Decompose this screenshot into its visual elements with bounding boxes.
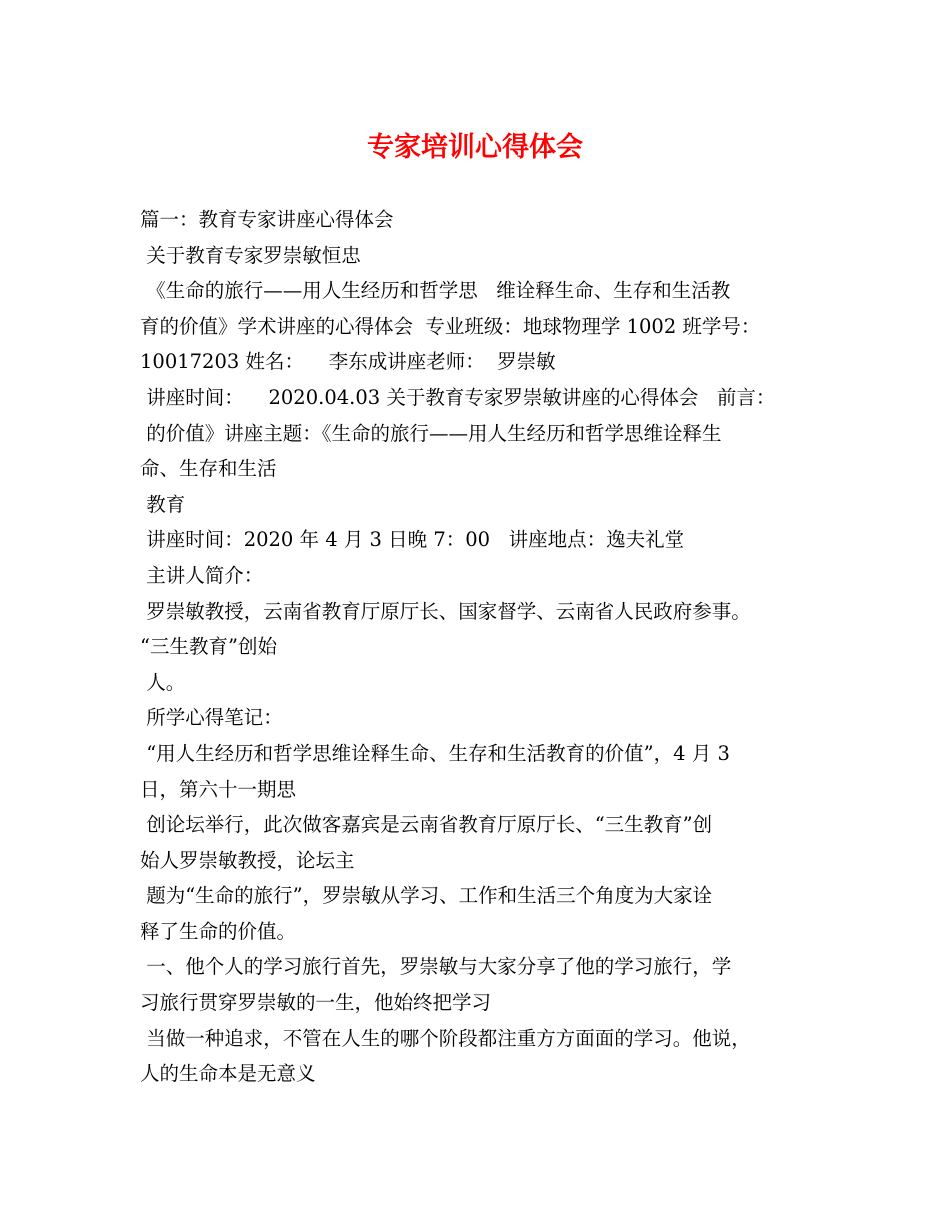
document-body (140, 202, 840, 1092)
text-line: 讲座时间： 2020.04.03 关于教育专家罗崇敏讲座的心得体会 前言： (140, 385, 776, 409)
text-line: 《生命的旅行——用人生经历和哲学思 维诠释生命、生存和生活教 (140, 279, 731, 303)
text-line: 创论坛举行，此次做客嘉宾是云南省教育厅原厅长、“三生教育”创 (140, 813, 713, 837)
text-line: 育的价值》学术讲座的心得体会 专业班级：地球物理学 1002 班学号： (140, 314, 761, 338)
text-line: 关于教育专家罗崇敏恒忠 (140, 243, 361, 267)
text-line: 讲座时间：2020 年 4 月 3 日晚 7：00 讲座地点：逸夫礼堂 (140, 528, 685, 552)
text-line: 罗崇敏教授，云南省教育厅原厅长、国家督学、云南省人民政府参事。 (140, 599, 751, 623)
text-line: 篇一：教育专家讲座心得体会 (140, 208, 394, 231)
text-line: 命、生存和生活 (140, 457, 277, 481)
text-line: 教育 (140, 492, 186, 516)
text-line: 所学心得笔记： (140, 706, 283, 730)
text-line: 人。 (140, 670, 186, 694)
text-line: 日，第六十一期思 (140, 777, 297, 801)
text-line: “用人生经历和哲学思维诠释生命、生存和生活教育的价值”，4 月 3 (140, 741, 730, 765)
text-line: 始人罗崇敏教授，论坛主 (140, 848, 355, 872)
text-line: 题为“生命的旅行”，罗崇敏从学习、工作和生活三个角度为大家诠 (140, 884, 713, 908)
text-line: 当做一种追求，不管在人生的哪个阶段都注重方方面面的学习。他说， (140, 1026, 751, 1050)
text-line: 人的生命本是无意义 (140, 1062, 316, 1086)
text-line: “三生教育”创始 (140, 635, 277, 659)
text-line: 一、他个人的学习旅行首先，罗崇敏与大家分享了他的学习旅行，学 (140, 955, 732, 979)
text-line: 习旅行贯穿罗崇敏的一生，他始终把学习 (140, 991, 492, 1015)
text-line: 释了生命的价值。 (140, 919, 297, 943)
text-line: 主讲人简介： (140, 563, 264, 587)
text-line: 10017203 姓名： 李东成讲座老师： 罗崇敏 (140, 350, 556, 374)
text-line: 的价值》讲座主题：《生命的旅行——用人生经历和哲学思维诠释生 (140, 421, 722, 445)
document-title: 专家培训心得体会 (367, 132, 583, 163)
